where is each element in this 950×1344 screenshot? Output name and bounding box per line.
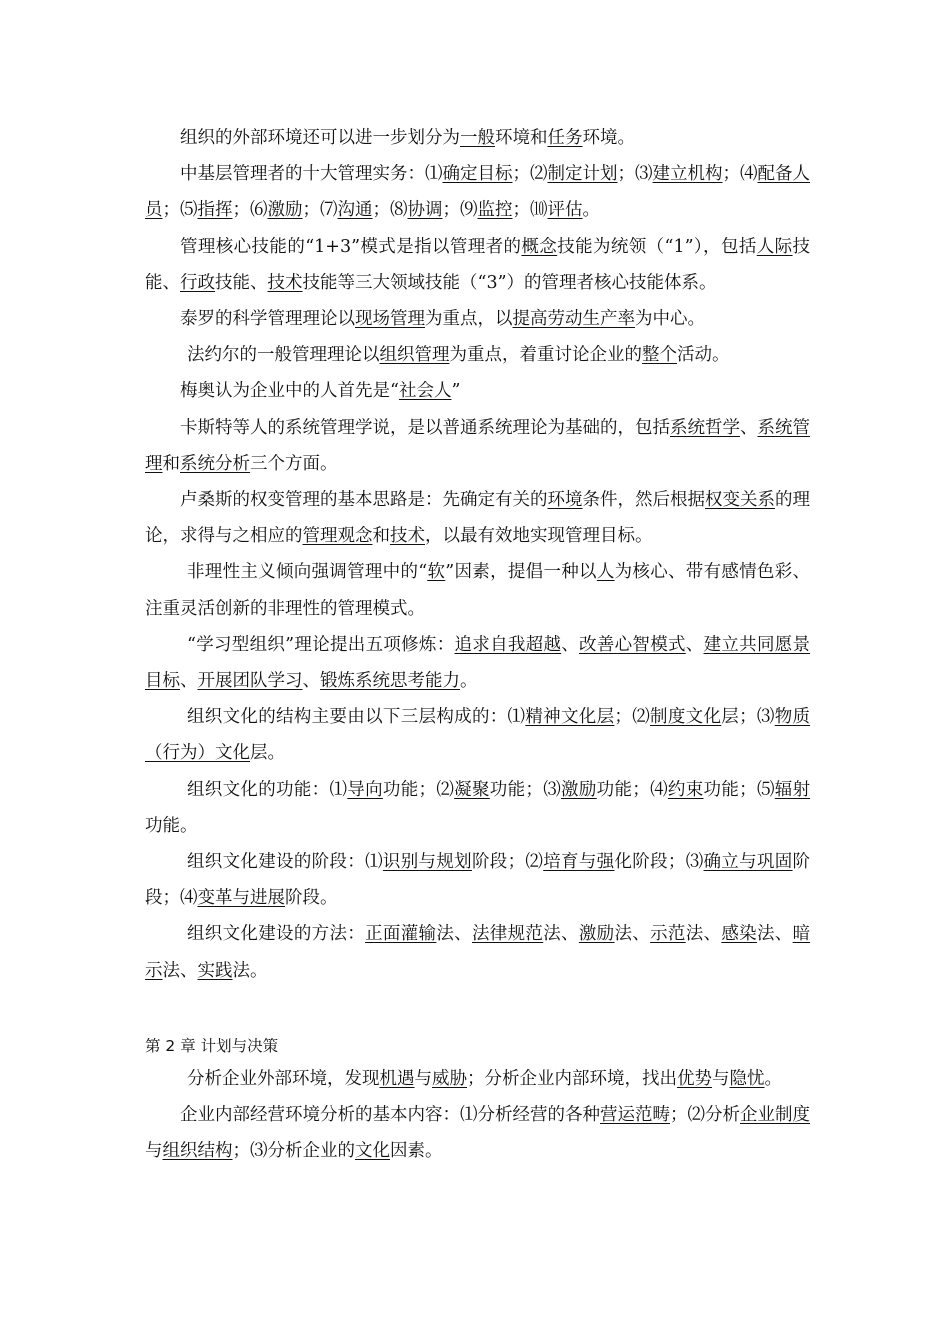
paragraph (145, 699, 810, 771)
underlined-term: 行政 (180, 272, 215, 293)
text-run: ；⑵ (614, 707, 651, 728)
underlined-term: 系统哲学 (670, 417, 740, 438)
underlined-term: 导向 (347, 779, 383, 800)
text-run: ；⑵分析 (670, 1105, 740, 1126)
underlined-term: 感染 (721, 924, 757, 945)
underlined-term: 人际 (756, 236, 793, 257)
text-run: 化阶段；⑶ (614, 852, 704, 873)
underlined-term: 现场管理 (355, 309, 425, 330)
underlined-term: 实践 (197, 960, 233, 981)
text-run: 组织文化建设的阶段：⑴ (187, 852, 383, 873)
underlined-term: 变革与进展 (197, 888, 285, 909)
underlined-term: 建立共同愿景目标 (145, 634, 811, 692)
underlined-term: 沟通 (337, 200, 373, 221)
text-run: 、 (302, 671, 320, 692)
underlined-term: 监控 (477, 200, 513, 221)
text-run: 、 (561, 634, 580, 655)
underlined-term: 激励 (267, 200, 303, 221)
text-run: 功能；⑸ (703, 779, 775, 800)
text-run: 活动。 (677, 345, 730, 366)
paragraph (145, 627, 810, 699)
text-run: 卡斯特等人的系统管理学说，是以普通系统理论为基础的，包括 (180, 417, 670, 438)
text-run: ；⑽ (512, 200, 548, 221)
text-run: 法、 (162, 960, 198, 981)
text-run: 条件，然后根据 (582, 490, 705, 511)
text-run: 技能为统领（“1”），包括 (557, 236, 757, 257)
underlined-term: 暗示 (145, 924, 811, 981)
text-run: 为核心、带有感情色彩、注重灵活创新的非理性的管理模式。 (145, 562, 811, 619)
underlined-term: 培育与强 (543, 852, 615, 873)
text-run: 和 (372, 526, 390, 547)
underlined-term: 改善心智模式 (579, 634, 686, 655)
text-run: 组织文化的结构主要由以下三层构成的：⑴ (187, 707, 526, 728)
chapter-heading: 第 2 章 计划与决策 (145, 1036, 279, 1055)
underlined-term: 锻炼系统思考能力 (320, 671, 460, 692)
paragraph (145, 337, 810, 373)
text-run: ，以最有效地实现管理目标。 (425, 526, 653, 547)
text-run: 。 (460, 671, 478, 692)
text-run: 泰罗的科学管理理论以 (180, 309, 355, 330)
text-run: 与 (414, 1068, 432, 1089)
text-run: 的理论，求得与之相应的 (145, 490, 810, 547)
text-run: ；⑺ (302, 200, 338, 221)
text-run: 功能；⑵ (382, 779, 455, 800)
underlined-term: 系统分析 (180, 453, 250, 474)
text-run: ；⑶ (617, 164, 653, 185)
underlined-term: 物质（行为）文化 (145, 707, 811, 764)
text-run: 分析企业外部环境，发现 (187, 1068, 380, 1089)
paragraph (145, 229, 810, 301)
underlined-term: 优势 (677, 1068, 712, 1089)
text-run: 管理核心技能的“1+3”模式是指以管理者的 (180, 236, 522, 257)
underlined-term: 制度文化 (650, 707, 722, 728)
underlined-term: 激励 (561, 779, 597, 800)
text-run: ”因素，提倡一种以 (445, 562, 597, 583)
text-run: 法、 (614, 924, 651, 945)
text-run: 组织的外部环境还可以进一步划分为 (180, 128, 460, 148)
paragraph (145, 554, 810, 626)
text-run: 与 (145, 1141, 163, 1162)
underlined-term: 确定目标 (442, 164, 513, 185)
underlined-term: 法律规范 (471, 924, 544, 945)
text-run: 功能；⑷ (596, 779, 668, 800)
text-run: 法、 (436, 924, 472, 945)
underlined-term: 建立机构 (652, 164, 723, 185)
underlined-term: 任务 (547, 128, 583, 148)
underlined-term: 凝聚 (454, 779, 490, 800)
underlined-term: 协调 (407, 200, 443, 221)
text-run: 环境。 (582, 128, 635, 148)
text-run: 为中心。 (635, 309, 705, 330)
text-run: 、 (685, 634, 704, 655)
underlined-term: 系统管理 (145, 417, 810, 474)
underlined-term: 概念 (521, 236, 558, 257)
text-run: 梅奥认为企业中的人首先是“ (180, 381, 399, 402)
underlined-term: 软 (427, 562, 446, 583)
underlined-term: 机遇 (379, 1068, 415, 1089)
underlined-term: 威胁 (432, 1068, 467, 1089)
underlined-term: 开展团队学习 (197, 671, 303, 692)
text-run: 、 (740, 417, 758, 438)
paragraph (145, 410, 810, 482)
underlined-term: 隐忧 (729, 1068, 765, 1089)
underlined-term: 企业制度 (740, 1105, 810, 1126)
underlined-term: 精神文化层 (525, 707, 615, 728)
text-run: 技能、 (215, 272, 268, 293)
paragraph (145, 1061, 810, 1097)
paragraph (145, 916, 810, 988)
underlined-term: 制定计划 (547, 164, 618, 185)
text-run: 法、 (685, 924, 722, 945)
text-run: 技能、 (145, 236, 811, 293)
text-run: 组织文化的功能：⑴ (187, 779, 348, 800)
text-run: 三个方面。 (250, 453, 338, 474)
paragraph (145, 1097, 810, 1169)
underlined-term: 人 (596, 562, 615, 583)
text-run: 阶段；⑵ (471, 852, 544, 873)
text-run: 为重点，着重讨论企业的 (449, 345, 642, 366)
text-run: 非理性主义倾向强调管理中的“ (187, 562, 428, 583)
text-run: 法。 (232, 960, 268, 981)
paragraph (145, 156, 810, 228)
section-paragraphs (145, 120, 810, 989)
underlined-term: 技术 (390, 526, 425, 547)
text-run: ；⑵ (512, 164, 548, 185)
underlined-term: 权变关系 (705, 490, 775, 511)
underlined-term: 指挥 (197, 200, 233, 221)
text-run: 法、 (543, 924, 579, 945)
text-run: 。 (582, 200, 600, 221)
text-run: 组织文化建设的方法： (187, 924, 366, 945)
underlined-term: 激励 (578, 924, 615, 945)
underlined-term: 组织结构 (162, 1141, 233, 1162)
text-run: 中基层管理者的十大管理实务：⑴ (180, 164, 443, 185)
underlined-term: 环境 (547, 490, 583, 511)
text-run: 与 (712, 1068, 730, 1089)
paragraph (145, 844, 810, 916)
underlined-term: 整个 (642, 345, 677, 366)
text-run: 法、 (756, 924, 793, 945)
text-run: “学习型组织”理论提出五项修炼： (187, 634, 455, 655)
text-run: 阶段；⑷ (145, 852, 811, 909)
text-run: ；⑸ (162, 200, 198, 221)
text-run: 企业内部经营环境分析的基本内容：⑴分析经营的各种 (180, 1105, 600, 1126)
text-run: 和 (162, 453, 180, 474)
underlined-term: 一般 (460, 128, 495, 148)
text-run: ；⑻ (372, 200, 408, 221)
chapter-paragraphs (145, 1061, 810, 1170)
underlined-term: 评估 (547, 200, 583, 221)
text-run: 为重点，以 (425, 309, 513, 330)
underlined-term: 管理观念 (302, 526, 373, 547)
text-run: 因素。 (390, 1141, 443, 1162)
underlined-term: 正面灌输 (365, 924, 437, 945)
text-run: 功能。 (145, 815, 198, 836)
underlined-term: 技术 (267, 272, 303, 293)
paragraph (145, 301, 810, 337)
text-run: ；⑶分析企业的 (232, 1141, 355, 1162)
text-run: 技能等三大领域技能（“3”）的管理者核心技能体系。 (302, 272, 717, 293)
underlined-term: 文化 (355, 1141, 390, 1162)
text-run: 卢桑斯的权变管理的基本思路是：先确定有关的 (180, 490, 548, 511)
text-run: ；⑹ (232, 200, 268, 221)
text-run: ；⑷ (722, 164, 758, 185)
underlined-term: 识别与规划 (382, 852, 472, 873)
paragraph (145, 120, 810, 156)
underlined-term: 约束 (667, 779, 704, 800)
underlined-term: 追求自我超越 (454, 634, 562, 655)
text-run: 阶段。 (285, 888, 338, 909)
underlined-term: 营运范畴 (600, 1105, 670, 1126)
paragraph (145, 482, 810, 554)
text-run: ” (451, 381, 461, 402)
text-run: ；分析企业内部环境，找出 (467, 1068, 677, 1089)
text-run: 功能；⑶ (489, 779, 562, 800)
underlined-term: 配备人员 (145, 164, 810, 221)
underlined-term: 组织管理 (379, 345, 450, 366)
underlined-term: 社会人 (398, 381, 452, 402)
underlined-term: 确立与巩固 (703, 852, 793, 873)
text-run: 。 (764, 1068, 782, 1089)
text-run: ；⑼ (442, 200, 478, 221)
text-run: 法约尔的一般管理理论以 (187, 345, 380, 366)
underlined-term: 提高劳动生产率 (512, 309, 635, 330)
text-run: 、 (180, 671, 198, 692)
document-body (145, 120, 810, 1169)
underlined-term: 示范 (650, 924, 686, 945)
paragraph (145, 772, 810, 844)
text-run: 层；⑶ (721, 707, 775, 728)
text-run: 层。 (250, 743, 285, 764)
text-run: 环境和 (495, 128, 548, 148)
underlined-term: 辐射 (774, 779, 811, 800)
paragraph (145, 373, 810, 409)
